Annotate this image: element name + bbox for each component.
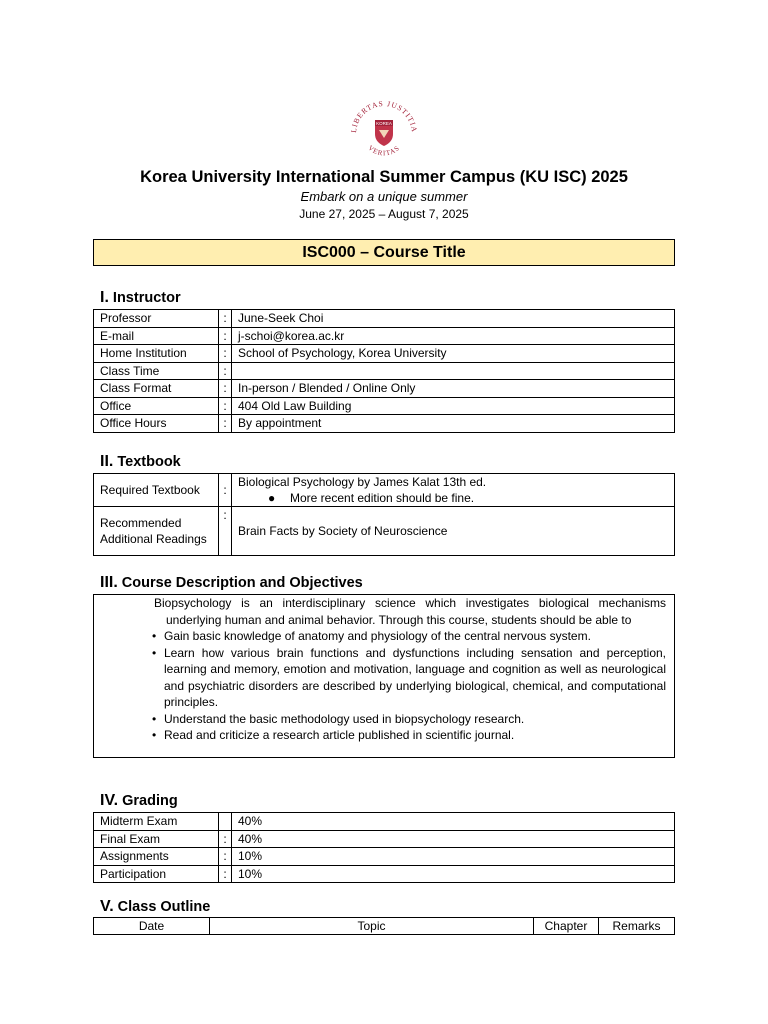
row-value: In-person / Blended / Online Only bbox=[232, 380, 675, 398]
required-textbook-label: Required Textbook bbox=[94, 474, 219, 507]
row-label: Final Exam bbox=[94, 830, 219, 848]
required-textbook-note: More recent edition should be fine. bbox=[290, 491, 475, 505]
separator: : bbox=[219, 830, 232, 848]
row-value: School of Psychology, Korea University bbox=[232, 345, 675, 363]
grading-table bbox=[93, 812, 675, 883]
separator: : bbox=[219, 362, 232, 380]
required-textbook-note-item bbox=[238, 490, 668, 506]
objective-item: • Read and criticize a research article published in scientific journal. bbox=[102, 727, 666, 744]
instructor-row bbox=[94, 362, 675, 380]
row-label: Home Institution bbox=[94, 345, 219, 363]
section-heading-outline bbox=[100, 898, 210, 916]
instructor-row bbox=[94, 327, 675, 345]
section-title: Class Outline bbox=[113, 899, 211, 915]
document-subtitle: Embark on a unique summer bbox=[300, 189, 468, 204]
section-heading-instructor bbox=[100, 289, 181, 307]
required-textbook-cell bbox=[232, 474, 675, 507]
row-label: E-mail bbox=[94, 327, 219, 345]
row-label: Office bbox=[94, 397, 219, 415]
row-value: 10% bbox=[232, 865, 675, 883]
document-title: Korea University International Summer Campus (KU ISC) 2025 bbox=[140, 168, 628, 186]
textbook-table bbox=[93, 473, 675, 556]
instructor-table bbox=[93, 309, 675, 433]
grading-row bbox=[94, 865, 675, 883]
grading-row bbox=[94, 848, 675, 866]
objectives-list bbox=[102, 628, 666, 744]
row-label: Assignments bbox=[94, 848, 219, 866]
outline-header-chapter: Chapter bbox=[534, 918, 599, 935]
grading-row bbox=[94, 830, 675, 848]
section-title: Instructor bbox=[108, 290, 181, 306]
outline-header-remarks: Remarks bbox=[599, 918, 675, 935]
course-title-banner: ISC000 – Course Title bbox=[93, 239, 675, 266]
section-number: IV. bbox=[100, 792, 119, 809]
separator: : bbox=[219, 865, 232, 883]
grading-row bbox=[94, 813, 675, 831]
program-dates: June 27, 2025 – August 7, 2025 bbox=[299, 207, 469, 221]
outline-header-date: Date bbox=[94, 918, 210, 935]
separator: : bbox=[219, 327, 232, 345]
row-label: Class Time bbox=[94, 362, 219, 380]
class-outline-table bbox=[93, 917, 675, 935]
separator: : bbox=[219, 507, 232, 556]
course-description-intro: Biopsychology is an interdisciplinary science which investigates biological mechanisms underlying human and animal behavior. Through this course, students should be able to bbox=[154, 596, 666, 627]
instructor-row bbox=[94, 415, 675, 433]
required-textbook-value: Biological Psychology by James Kalat 13th ed. bbox=[238, 475, 487, 489]
svg-text:VERITAS: VERITAS bbox=[366, 143, 402, 158]
separator: : bbox=[219, 310, 232, 328]
section-heading-description bbox=[100, 574, 363, 592]
row-value: 40% bbox=[232, 830, 675, 848]
row-value: June-Seek Choi bbox=[232, 310, 675, 328]
row-value: 40% bbox=[232, 813, 675, 831]
row-label: Office Hours bbox=[94, 415, 219, 433]
outline-header-topic: Topic bbox=[210, 918, 534, 935]
row-value: j-schoi@korea.ac.kr bbox=[232, 327, 675, 345]
separator bbox=[219, 813, 232, 831]
row-label: Participation bbox=[94, 865, 219, 883]
objective-item: • Understand the basic methodology used in biopsychology research. bbox=[102, 711, 666, 728]
objective-item: • Learn how various brain functions and dysfunctions including sensation and perception, learning and memory, emotion and motivation, language and cognition as well as neurological and psychiatric disorders are described by underlying biological, chemical, and computational principles. bbox=[102, 645, 666, 711]
section-number: V. bbox=[100, 898, 114, 915]
course-description-box bbox=[93, 594, 675, 758]
korea-university-seal-logo bbox=[344, 100, 424, 164]
bullet-icon: ● bbox=[268, 491, 276, 505]
section-title: Textbook bbox=[113, 454, 181, 470]
svg-text:KOREA: KOREA bbox=[376, 121, 392, 126]
separator: : bbox=[219, 397, 232, 415]
separator: : bbox=[219, 345, 232, 363]
separator: : bbox=[219, 848, 232, 866]
row-label: Class Format bbox=[94, 380, 219, 398]
instructor-row bbox=[94, 380, 675, 398]
row-value bbox=[232, 362, 675, 380]
separator: : bbox=[219, 415, 232, 433]
instructor-row bbox=[94, 310, 675, 328]
recommended-readings-value: Brain Facts by Society of Neuroscience bbox=[232, 507, 675, 556]
section-heading-textbook bbox=[100, 453, 181, 471]
row-value: By appointment bbox=[232, 415, 675, 433]
separator: : bbox=[219, 380, 232, 398]
section-number: II. bbox=[100, 453, 114, 470]
section-heading-grading bbox=[100, 792, 178, 810]
svg-text:LIBERTAS JUSTITIA: LIBERTAS JUSTITIA bbox=[348, 100, 420, 134]
row-value: 10% bbox=[232, 848, 675, 866]
recommended-readings-label: Recommended Additional Readings bbox=[94, 507, 219, 556]
section-title: Course Description and Objectives bbox=[117, 575, 363, 591]
instructor-row bbox=[94, 345, 675, 363]
section-number: III. bbox=[100, 574, 118, 591]
section-number: I. bbox=[100, 289, 109, 306]
objective-item: • Gain basic knowledge of anatomy and physiology of the central nervous system. bbox=[102, 628, 666, 645]
row-label: Professor bbox=[94, 310, 219, 328]
section-title: Grading bbox=[118, 793, 178, 809]
row-value: 404 Old Law Building bbox=[232, 397, 675, 415]
row-label: Midterm Exam bbox=[94, 813, 219, 831]
separator: : bbox=[219, 474, 232, 507]
instructor-row bbox=[94, 397, 675, 415]
